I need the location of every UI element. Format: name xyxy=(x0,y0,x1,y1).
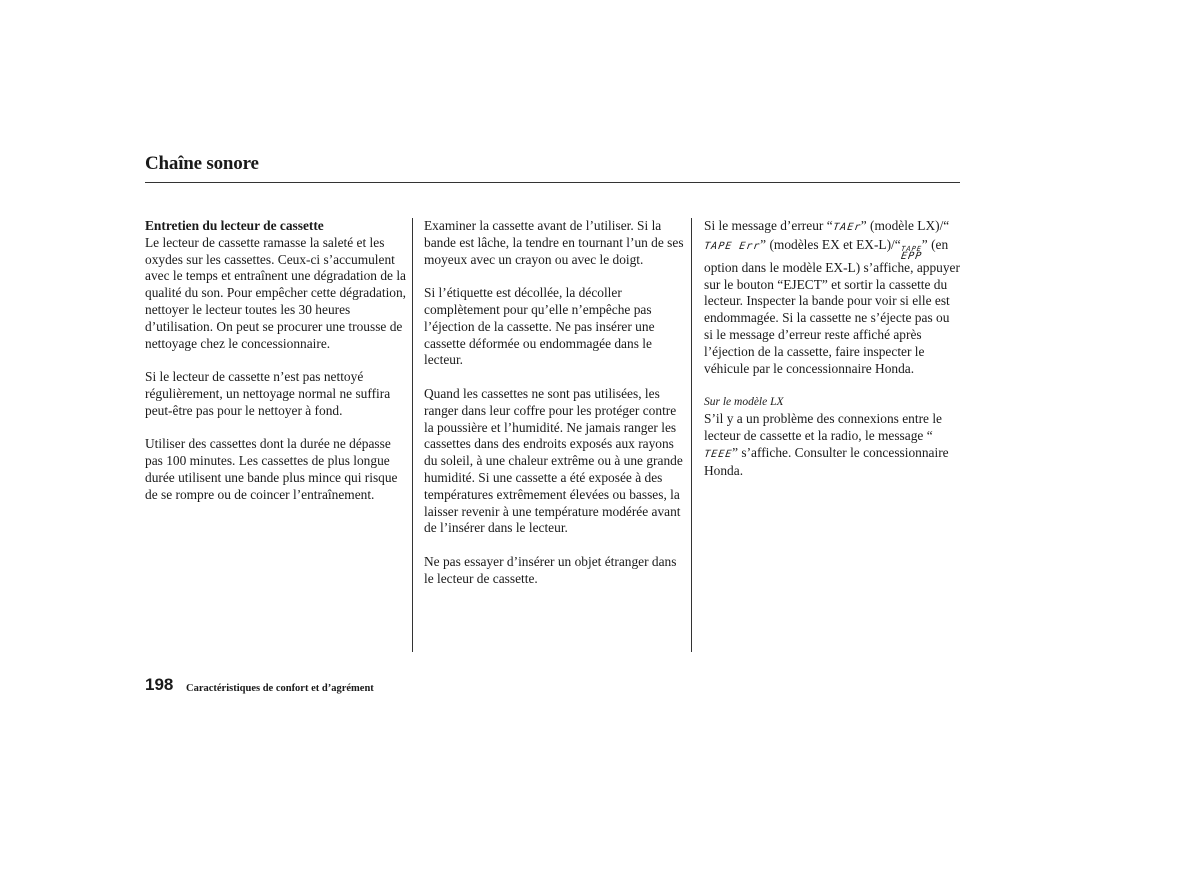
text-run: Si le message d’erreur “ xyxy=(704,218,833,233)
column-divider xyxy=(412,218,413,652)
text-run: ” (modèle LX)/“ xyxy=(860,218,950,233)
lcd-display-stack xyxy=(901,246,922,260)
paragraph xyxy=(704,394,960,480)
paragraph: Ne pas essayer d’insérer un objet étranger dans le lecteur de cassette. xyxy=(424,553,677,586)
paragraph: Examiner la cassette avant de l’utiliser. Si la bande est lâche, la tendre en tournant l’un de ses moyeux avec un crayon ou avec le doigt. xyxy=(424,218,684,267)
paragraph-text: Le lecteur de cassette ramasse la saleté et les oxydes sur les cassettes. Ceux-ci s’accumulent avec le temps et entraînent une dégradation de la qualité du son. Pour empêcher cette dégradation, nettoyer le lecteur toutes les 30 heures d’utilisation. On peut se procurer une trousse de nettoyage chez le concessionnaire. xyxy=(145,234,407,351)
paragraph xyxy=(145,218,407,352)
lcd-display-text: TEEE xyxy=(703,448,733,460)
title-divider xyxy=(145,182,960,183)
column-divider xyxy=(691,218,692,652)
text-run: ” (en option dans le modèle EX-L) s’affiche, appuyer sur le bouton “EJECT” et sortir la cassette du lecteur. Inspecter la bande pour voir si elle est endommagée. Si la cassette ne s’éjecte pas ou si le message d’erreur reste affiché après l’éjection de la cassette, faire inspecter le véhicule par le concessionnaire Honda. xyxy=(704,236,960,376)
paragraph: Si le lecteur de cassette n’est pas nettoyé régulièrement, un nettoyage normal ne suffira peut-être pas pour le nettoyer à fond. xyxy=(145,369,391,418)
lcd-display-text: EPP xyxy=(899,250,923,262)
lcd-display-text: TAEr xyxy=(832,222,862,233)
paragraph: Si l’étiquette est décollée, la décoller complètement pour qu’elle n’empêche pas l’éjection de la cassette. Ne pas insérer une cassette déformée ou endommagée dans le lecteur. xyxy=(424,285,655,368)
page-number: 198 xyxy=(145,675,174,694)
lcd-display-text: TAPE Err xyxy=(703,240,762,252)
subheading: Entretien du lecteur de cassette xyxy=(145,218,324,233)
paragraph xyxy=(704,218,960,377)
column-1 xyxy=(145,218,407,520)
model-subheading: Sur le modèle LX xyxy=(704,396,784,409)
chapter-footer: Caractéristiques de confort et d’agrément xyxy=(186,683,374,694)
paragraph: Quand les cassettes ne sont pas utilisées, les ranger dans leur coffre pour les protéger contre la poussière et l’humidité. Ne jamais ranger les cassettes dans des endroits exposés aux rayons du soleil, à une chaleur extrême ou à une grande humidité. Si une cassette a été exposée à des températures extrêmement élevées ou basses, la laisser revenir à une température modérée avant de l’insérer dans le lecteur. xyxy=(424,385,683,536)
text-run: ” s’affiche. Consulter le concessionnaire Honda. xyxy=(704,444,949,479)
text-run: S’il y a un problème des connexions entre le lecteur de cassette et la radio, le message “ xyxy=(704,410,942,443)
text-run: ” (modèles EX et EX-L)/“ xyxy=(760,236,901,252)
page-title: Chaîne sonore xyxy=(145,153,259,174)
column-3 xyxy=(704,218,960,497)
lcd-display-text: TAPE xyxy=(900,244,923,253)
column-2 xyxy=(424,218,686,604)
paragraph: Utiliser des cassettes dont la durée ne dépasse pas 100 minutes. Les cassettes de plus longue durée utilisent une bande plus mince qui risque de se rompre ou de coincer l’entraînement. xyxy=(145,436,398,502)
